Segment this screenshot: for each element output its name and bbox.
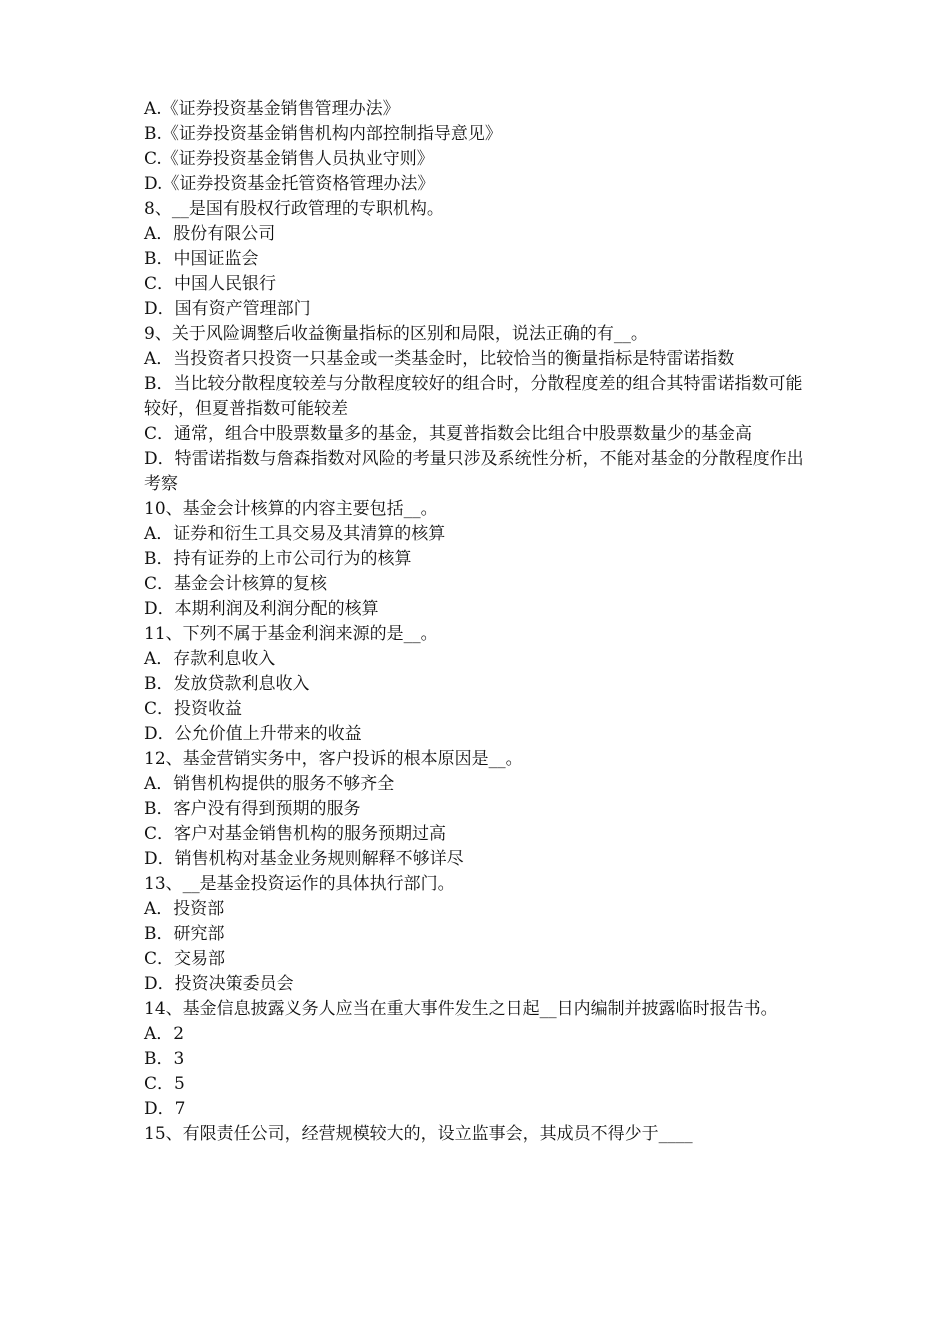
question-11: 11、下列不属于基金利润来源的是__。 (144, 624, 438, 644)
question-15: 15、有限责任公司，经营规模较大的，设立监事会，其成员不得少于____ (144, 1124, 693, 1144)
option-a-q12: A．销售机构提供的服务不够齐全 (144, 774, 395, 794)
question-9: 9、关于风险调整后收益衡量指标的区别和局限，说法正确的有__。 (144, 324, 648, 344)
option-a-q10: A．证券和衍生工具交易及其清算的核算 (144, 524, 446, 544)
question-12: 12、基金营销实务中，客户投诉的根本原因是__。 (144, 749, 523, 769)
option-c-q9: C．通常，组合中股票数量多的基金，其夏普指数会比组合中股票数量少的基金高 (144, 424, 753, 444)
option-d-q14: D．7 (144, 1099, 186, 1119)
option-a-q8: A．股份有限公司 (144, 224, 276, 244)
option-c-q14: C．5 (144, 1074, 185, 1094)
option-b-q7: B.《证券投资基金销售机构内部控制指导意见》 (144, 124, 502, 144)
option-d-q7: D.《证券投资基金托管资格管理办法》 (144, 174, 435, 194)
question-10: 10、基金会计核算的内容主要包括__。 (144, 499, 438, 519)
option-d-q12: D．销售机构对基金业务规则解释不够详尽 (144, 849, 464, 869)
option-a-q14: A．2 (144, 1024, 185, 1044)
option-d-q10: D．本期利润及利润分配的核算 (144, 599, 379, 619)
option-c-q13: C．交易部 (144, 949, 226, 969)
option-c-q7: C.《证券投资基金销售人员执业守则》 (144, 149, 434, 169)
option-a-q13: A．投资部 (144, 899, 225, 919)
option-d-q13: D．投资决策委员会 (144, 974, 294, 994)
option-c-q11: C．投资收益 (144, 699, 243, 719)
option-d-q11: D．公允价值上升带来的收益 (144, 724, 362, 744)
option-a-q11: A．存款利息收入 (144, 649, 276, 669)
question-8: 8、__是国有股权行政管理的专职机构。 (144, 199, 444, 219)
option-c-q8: C．中国人民银行 (144, 274, 277, 294)
question-14: 14、基金信息披露义务人应当在重大事件发生之日起__日内编制并披露临时报告书。 (144, 999, 778, 1019)
option-b-q12: B．客户没有得到预期的服务 (144, 799, 361, 819)
option-c-q12: C．客户对基金销售机构的服务预期过高 (144, 824, 447, 844)
option-c-q10: C．基金会计核算的复核 (144, 574, 328, 594)
option-b-q14: B．3 (144, 1049, 185, 1069)
option-d-q8: D．国有资产管理部门 (144, 299, 311, 319)
option-b-q11: B．发放贷款利息收入 (144, 674, 310, 694)
option-a-q7: A.《证券投资基金销售管理办法》 (144, 99, 400, 119)
option-b-q9: B．当比较分散程度较差与分散程度较好的组合时，分散程度差的组合其特雷诺指数可能较好，但夏普指数可能较差 (144, 374, 803, 419)
option-d-q9: D．特雷诺指数与詹森指数对风险的考量只涉及系统性分析，不能对基金的分散程度作出考察 (144, 449, 804, 494)
option-a-q9: A．当投资者只投资一只基金或一类基金时，比较恰当的衡量指标是特雷诺指数 (144, 349, 735, 369)
option-b-q8: B．中国证监会 (144, 249, 259, 269)
option-b-q10: B．持有证券的上市公司行为的核算 (144, 549, 412, 569)
option-b-q13: B．研究部 (144, 924, 225, 944)
question-13: 13、__是基金投资运作的具体执行部门。 (144, 874, 455, 894)
question-text-body (144, 97, 812, 1147)
